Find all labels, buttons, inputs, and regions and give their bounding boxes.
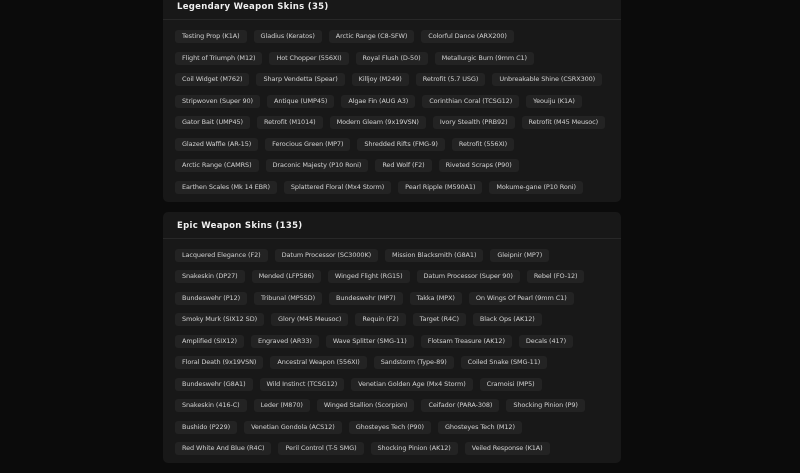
skin-chip[interactable]: Coil Widget (M762): [175, 73, 249, 86]
skin-chip[interactable]: Unbreakable Shine (CSRX300): [492, 73, 602, 86]
skin-chip[interactable]: Shocking Pinion (AK12): [371, 442, 458, 455]
skin-chip[interactable]: Takka (MPX): [410, 292, 462, 305]
skin-chip[interactable]: Ghosteyes Tech (M12): [438, 421, 522, 434]
skin-chip[interactable]: Red White And Blue (R4C): [175, 442, 271, 455]
skin-chip[interactable]: Venetian Golden Age (Mx4 Storm): [351, 378, 473, 391]
card-header: [163, 0, 621, 20]
card-body: [163, 239, 621, 464]
card-header: [163, 212, 621, 239]
skin-chip[interactable]: Engraved (AR33): [251, 335, 319, 348]
chip-row: [175, 378, 609, 391]
skin-chip[interactable]: Rebel (FO-12): [527, 270, 585, 283]
skin-chip[interactable]: Retrofit (556XI): [452, 138, 514, 151]
skin-chip[interactable]: Mokume-gane (P10 Roni): [489, 181, 583, 194]
skin-chip[interactable]: Mended (LFP586): [252, 270, 321, 283]
skin-chip[interactable]: Sharp Vendetta (Spear): [256, 73, 344, 86]
skin-chip[interactable]: Corinthian Coral (TCSG12): [422, 95, 519, 108]
chip-row: [175, 356, 609, 369]
skin-chip[interactable]: Amplified (SIX12): [175, 335, 244, 348]
skin-chip[interactable]: Riveted Scraps (P90): [439, 159, 519, 172]
chip-row: [175, 138, 609, 151]
skin-chip[interactable]: Lacquered Elegance (F2): [175, 249, 268, 262]
skin-chip[interactable]: Ivory Stealth (PRB92): [433, 116, 515, 129]
skin-chip[interactable]: Sandstorm (Type-89): [374, 356, 454, 369]
skin-chip[interactable]: Testing Prop (K1A): [175, 30, 247, 43]
skin-chip[interactable]: Wave Splitter (SMG-11): [326, 335, 414, 348]
skin-chip[interactable]: Venetian Gondola (ACS12): [244, 421, 342, 434]
skin-chip[interactable]: Red Wolf (F2): [375, 159, 431, 172]
section-title: Epic Weapon Skins (135): [177, 220, 303, 231]
skin-chip[interactable]: Winged Flight (RG15): [328, 270, 410, 283]
skin-chip[interactable]: Datum Processor (Super 90): [417, 270, 520, 283]
skin-chip[interactable]: Killjoy (M249): [352, 73, 409, 86]
skins-card: [163, 212, 621, 464]
skin-chip[interactable]: Floral Death (9x19VSN): [175, 356, 263, 369]
skin-chip[interactable]: Veiled Response (K1A): [465, 442, 550, 455]
skin-chip[interactable]: On Wings Of Pearl (9mm C1): [469, 292, 574, 305]
skin-chip[interactable]: Modern Gleam (9x19VSN): [330, 116, 426, 129]
chip-row: [175, 249, 609, 262]
skins-card: [163, 0, 621, 202]
skin-chip[interactable]: Flight of Triumph (M12): [175, 52, 262, 65]
skin-chip[interactable]: Retrofit (M45 Meusoc): [522, 116, 606, 129]
skin-chip[interactable]: Algae Fin (AUG A3): [341, 95, 415, 108]
card-body: [163, 20, 621, 202]
skin-chip[interactable]: Leder (M870): [254, 399, 310, 412]
skin-chip[interactable]: Gleipnir (MP7): [490, 249, 549, 262]
chip-row: [175, 30, 609, 43]
skin-chip[interactable]: Bundeswehr (P12): [175, 292, 247, 305]
skin-chip[interactable]: Royal Flush (D-50): [356, 52, 428, 65]
skin-chip[interactable]: Bundeswehr (G8A1): [175, 378, 253, 391]
skin-chip[interactable]: Pearl Ripple (M590A1): [398, 181, 482, 194]
skin-chip[interactable]: Flotsam Treasure (AK12): [421, 335, 512, 348]
skin-chip[interactable]: Gator Bait (UMP45): [175, 116, 250, 129]
skin-chip[interactable]: Black Ops (AK12): [473, 313, 542, 326]
skin-chip[interactable]: Requin (F2): [355, 313, 405, 326]
skin-chip[interactable]: Hot Chopper (556XI): [269, 52, 348, 65]
chip-row: [175, 270, 609, 283]
skin-chip[interactable]: Ceifador (PARA-308): [421, 399, 499, 412]
skin-chip[interactable]: Datum Processor (SC3000K): [275, 249, 378, 262]
chip-row: [175, 181, 609, 194]
skin-chip[interactable]: Shocking Pinion (P9): [506, 399, 584, 412]
skin-chip[interactable]: Earthen Scales (Mk 14 EBR): [175, 181, 277, 194]
chip-row: [175, 421, 609, 434]
skins-column: [163, 0, 621, 473]
skin-chip[interactable]: Cramoisi (MP5): [480, 378, 542, 391]
chip-row: [175, 73, 609, 86]
skin-chip[interactable]: Coiled Snake (SMG-11): [461, 356, 548, 369]
skin-chip[interactable]: Bushido (P229): [175, 421, 237, 434]
skin-chip[interactable]: Bundeswehr (MP7): [329, 292, 403, 305]
skin-chip[interactable]: Metallurgic Burn (9mm C1): [435, 52, 534, 65]
skin-chip[interactable]: Splattered Floral (Mx4 Storm): [284, 181, 391, 194]
skin-chip[interactable]: Retrofit (5.7 USG): [416, 73, 486, 86]
skin-chip[interactable]: Stripwoven (Super 90): [175, 95, 260, 108]
skin-chip[interactable]: Shredded Rifts (FMG-9): [357, 138, 444, 151]
skin-chip[interactable]: Snakeskin (416-C): [175, 399, 247, 412]
skin-chip[interactable]: Ferocious Green (MP7): [265, 138, 350, 151]
skin-chip[interactable]: Decals (417): [519, 335, 573, 348]
skin-chip[interactable]: Gladius (Keratos): [254, 30, 322, 43]
skin-chip[interactable]: Retrofit (M1014): [257, 116, 323, 129]
skin-chip[interactable]: Colorful Dance (ARX200): [421, 30, 514, 43]
chip-row: [175, 442, 609, 455]
chip-row: [175, 116, 609, 129]
skin-chip[interactable]: Yeouiju (K1A): [526, 95, 582, 108]
skin-chip[interactable]: Arctic Range (C8-SFW): [329, 30, 415, 43]
skin-chip[interactable]: Arctic Range (CAMRS): [175, 159, 259, 172]
skin-chip[interactable]: Tribunal (MP5SD): [254, 292, 322, 305]
skin-chip[interactable]: Smoky Murk (SIX12 SD): [175, 313, 264, 326]
chip-row: [175, 95, 609, 108]
chip-row: [175, 159, 609, 172]
chip-row: [175, 399, 609, 412]
section-title: Legendary Weapon Skins (35): [177, 2, 329, 12]
skin-chip[interactable]: Ancestral Weapon (556XI): [270, 356, 366, 369]
skin-chip[interactable]: Glory (M45 Meusoc): [271, 313, 348, 326]
skin-chip[interactable]: Glazed Waffle (AR-15): [175, 138, 258, 151]
skin-chip[interactable]: Draconic Majesty (P10 Roni): [266, 159, 369, 172]
chip-row: [175, 335, 609, 348]
skin-chip[interactable]: Wild Instinct (TCSG12): [260, 378, 345, 391]
skin-chip[interactable]: Target (R4C): [413, 313, 466, 326]
skin-chip[interactable]: Snakeskin (DP27): [175, 270, 245, 283]
skin-chip[interactable]: Antique (UMP45): [267, 95, 334, 108]
skin-chip[interactable]: Ghosteyes Tech (P90): [349, 421, 431, 434]
chip-row: [175, 52, 609, 65]
skin-chip[interactable]: Winged Stallion (Scorpion): [317, 399, 415, 412]
chip-row: [175, 292, 609, 305]
skin-chip[interactable]: Mission Blacksmith (G8A1): [385, 249, 483, 262]
skin-chip[interactable]: Peril Control (T-5 SMG): [278, 442, 363, 455]
chip-row: [175, 313, 609, 326]
